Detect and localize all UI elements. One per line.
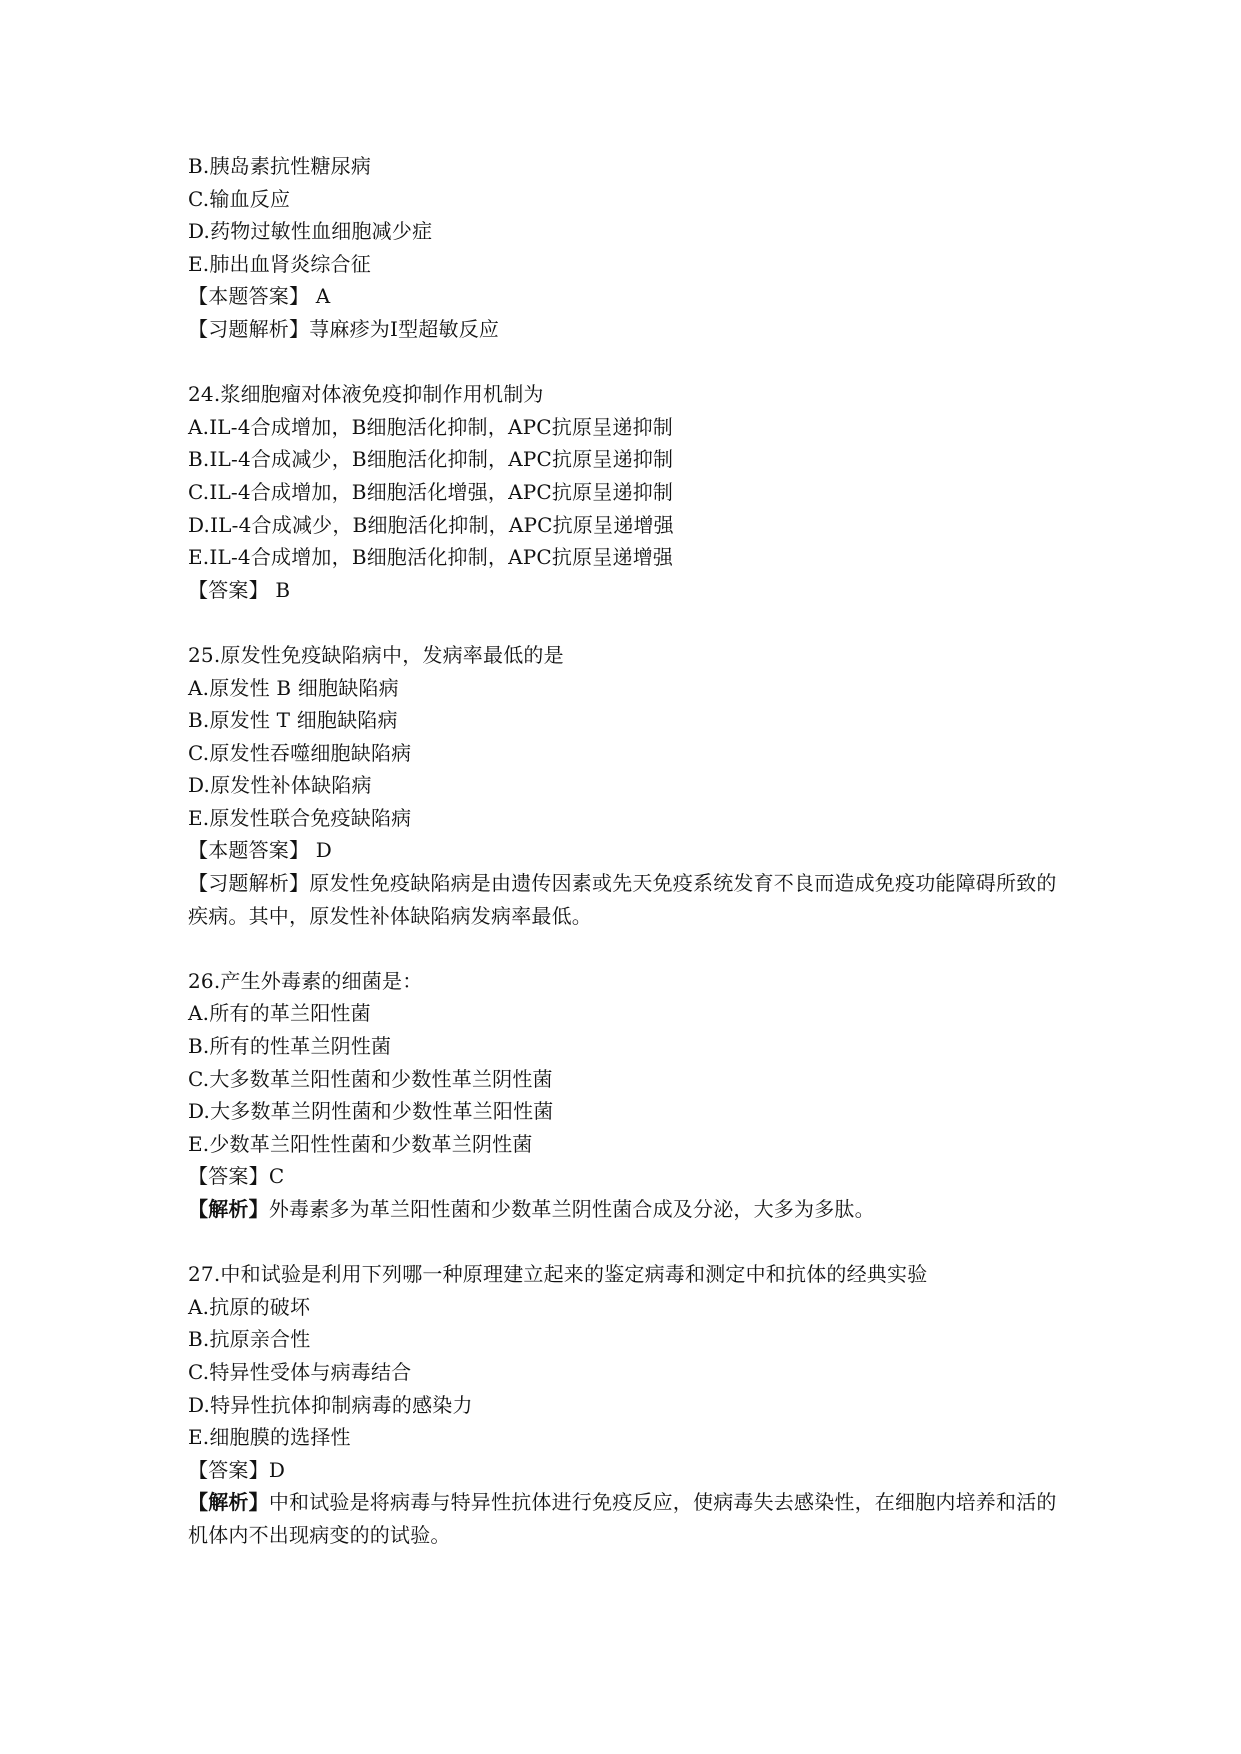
question-23-block [188,150,1068,346]
explanation-text: 外毒素多为革兰阳性菌和少数革兰阴性菌合成及分泌，大多为多肽。 [268,1197,875,1221]
explanation-label: 【解析】 [188,1490,269,1515]
answer-value: C [268,1164,285,1189]
answer-label: 【答案】 [188,577,269,602]
answer-value: D [309,838,332,863]
answer-line [188,1160,1068,1193]
answer-line [188,834,1068,867]
option-b: B.所有的性革兰阴性菌 [188,1034,392,1059]
option-e: E.肺出血肾炎综合征 [188,251,371,276]
option-e: E.IL-4合成增加，B细胞活化抑制，APC抗原呈递增强 [188,545,674,570]
explanation-label: 【习题解析】 [188,316,310,341]
answer-line [188,1454,1068,1487]
explanation-paragraph [188,867,1068,932]
option-c: C.IL-4合成增加，B细胞活化增强，APC抗原呈递抑制 [188,479,674,504]
question-title: 24.浆细胞瘤对体液免疫抑制作用机制为 [188,382,544,407]
answer-line [188,280,1068,313]
option-c: C.输血反应 [188,186,291,211]
question-26-block [188,965,1068,1226]
answer-label: 【答案】 [188,1164,269,1189]
answer-label: 【本题答案】 [188,838,310,863]
spacer [188,1226,1068,1259]
option-b: B.胰岛素抗性糖尿病 [188,154,372,178]
option-e: E.少数革兰阳性性菌和少数革兰阴性菌 [188,1131,533,1156]
option-c: C.原发性吞噬细胞缺陷病 [188,740,412,765]
question-24-block [188,378,1068,606]
explanation-paragraph [188,1486,1068,1551]
answer-value: D [268,1457,286,1482]
option-e: E.细胞膜的选择性 [188,1425,351,1450]
question-title: 26.产生外毒素的细菌是： [188,968,423,993]
option-a: A.抗原的破坏 [188,1294,311,1319]
answer-value: A [309,284,331,309]
spacer [188,606,1068,639]
question-27-block [188,1258,1068,1551]
question-title: 25.原发性免疫缺陷病中，发病率最低的是 [188,642,564,667]
explanation-text: 原发性免疫缺陷病是由遗传因素或先天免疫系统发育不良而造成免疫功能障碍所致的疾病。其中，原发性补体缺陷病发病率最低。 [188,871,1057,928]
spacer [188,932,1068,965]
option-d: D.大多数革兰阴性菌和少数性革兰阳性菌 [188,1099,554,1124]
option-a: A.IL-4合成增加，B细胞活化抑制，APC抗原呈递抑制 [188,414,673,439]
answer-line [188,574,1068,607]
page-content [188,150,1068,1552]
spacer [188,346,1068,379]
explanation-label: 【解析】 [188,1197,269,1221]
option-b: B.原发性 T 细胞缺陷病 [188,708,398,733]
option-e: E.原发性联合免疫缺陷病 [188,805,412,830]
option-c: C.大多数革兰阳性菌和少数性革兰阴性菌 [188,1066,553,1091]
answer-label: 【答案】 [188,1457,269,1482]
question-25-block [188,639,1068,932]
option-a: A.原发性 B 细胞缺陷病 [188,675,399,700]
question-title: 27.中和试验是利用下列哪一种原理建立起来的鉴定病毒和测定中和抗体的经典实验 [188,1262,928,1287]
answer-label: 【本题答案】 [188,284,310,309]
answer-value: B [268,577,291,602]
option-b: B.抗原亲合性 [188,1327,311,1352]
option-b: B.IL-4合成减少，B细胞活化抑制，APC抗原呈递抑制 [188,447,674,472]
explanation-text: 荨麻疹为Ⅰ型超敏反应 [309,316,500,341]
explanation-line [188,1193,1068,1226]
explanation-label: 【习题解析】 [188,871,310,896]
option-d: D.特异性抗体抑制病毒的感染力 [188,1392,473,1417]
explanation-text: 中和试验是将病毒与特异性抗体进行免疫反应，使病毒失去感染性，在细胞内培养和活的机体内不出现病变的的试验。 [188,1490,1057,1547]
option-d: D.原发性补体缺陷病 [188,773,372,798]
option-c: C.特异性受体与病毒结合 [188,1359,412,1384]
option-d: D.IL-4合成减少，B细胞活化抑制，APC抗原呈递增强 [188,512,674,537]
explanation-line [188,313,1068,346]
option-d: D.药物过敏性血细胞减少症 [188,219,433,244]
option-a: A.所有的革兰阳性菌 [188,1001,371,1026]
